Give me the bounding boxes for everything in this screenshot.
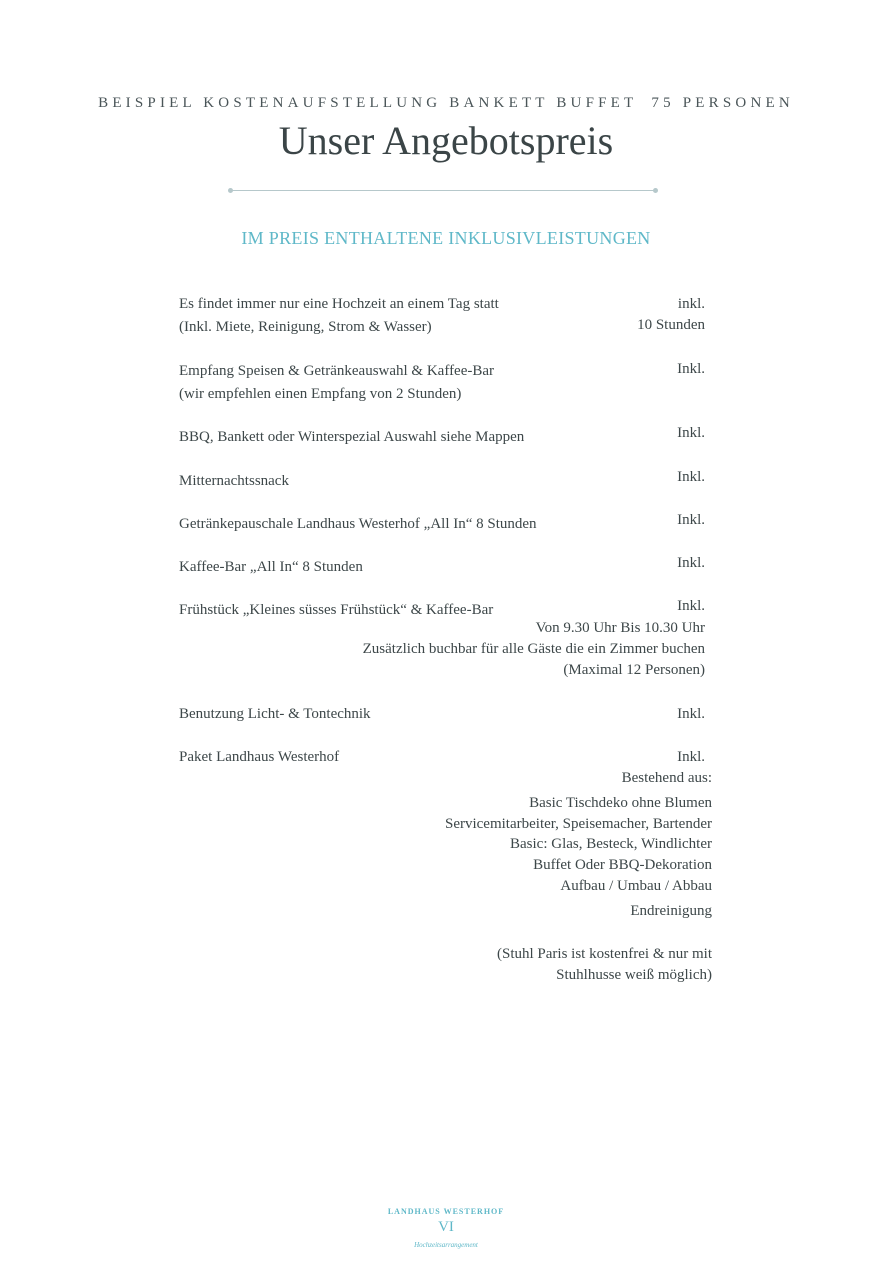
- item-price: Inkl.: [677, 425, 705, 441]
- footer-brand: LANDHAUS WESTERHOF: [387, 1207, 505, 1216]
- package-note: Basic: Glas, Besteck, Windlichter: [510, 836, 712, 852]
- kicker-right: 75 PERSONEN: [651, 95, 794, 111]
- package-note: Endreinigung: [630, 903, 712, 919]
- item-price: Inkl.: [677, 598, 705, 614]
- page-title: Unser Angebotspreis: [278, 118, 614, 163]
- item-title: Paket Landhaus Westerhof: [179, 749, 340, 765]
- title-divider: [230, 190, 656, 191]
- item-title: Empfang Speisen & Getränkeauswahl & Kaffee-Bar: [179, 363, 495, 379]
- divider-dot-right: [653, 188, 658, 193]
- item-price: Inkl.: [677, 749, 705, 765]
- item-price: Inkl.: [677, 361, 705, 377]
- section-heading: IM PREIS ENTHALTENE INKLUSIVLEISTUNGEN: [241, 228, 651, 248]
- item-price: Inkl.: [677, 555, 705, 571]
- item-title: Es findet immer nur eine Hochzeit an einem Tag statt: [179, 296, 499, 312]
- item-subtitle: (Inkl. Miete, Reinigung, Strom & Wasser): [179, 319, 432, 335]
- package-note: Basic Tischdeko ohne Blumen: [529, 795, 712, 811]
- item-title: Mitternachtssnack: [179, 473, 289, 489]
- item-price: inkl.: [677, 296, 705, 312]
- kicker-left: BEISPIEL KOSTENAUFSTELLUNG BANKETT BUFFET: [98, 95, 638, 111]
- item-note: Von 9.30 Uhr Bis 10.30 Uhr: [535, 620, 705, 636]
- item-note: Zusätzlich buchbar für alle Gäste die ein Zimmer buchen: [362, 641, 705, 657]
- package-note: Aufbau / Umbau / Abbau: [560, 878, 712, 894]
- footer-subtitle: Hochzeitsarrangement: [414, 1241, 478, 1249]
- page-number: VI: [438, 1219, 454, 1235]
- item-title: BBQ, Bankett oder Winterspezial Auswahl siehe Mappen: [179, 429, 525, 445]
- item-title: Kaffee-Bar „All In“ 8 Stunden: [179, 559, 363, 575]
- item-note: (Maximal 12 Personen): [563, 662, 705, 678]
- item-title: Getränkepauschale Landhaus Westerhof „All In“ 8 Stunden: [179, 516, 537, 532]
- package-note: Buffet Oder BBQ-Dekoration: [533, 857, 712, 873]
- item-title: Frühstück „Kleines süsses Frühstück“ & Kaffee-Bar: [179, 602, 494, 618]
- item-price: Inkl.: [677, 706, 705, 722]
- divider-dot-left: [228, 188, 233, 193]
- package-note: Servicemitarbeiter, Speisemacher, Bartender: [444, 816, 712, 832]
- item-duration: 10 Stunden: [637, 317, 705, 333]
- item-price: Inkl.: [677, 469, 705, 485]
- item-title: Benutzung Licht- & Tontechnik: [179, 706, 371, 722]
- package-note: Stuhlhusse weiß möglich): [556, 967, 712, 983]
- item-subtitle: (wir empfehlen einen Empfang von 2 Stunden): [179, 386, 462, 402]
- package-note: (Stuhl Paris ist kostenfrei & nur mit: [497, 946, 712, 962]
- package-note: Bestehend aus:: [621, 770, 712, 786]
- item-price: Inkl.: [677, 512, 705, 528]
- document-kicker: [0, 95, 892, 112]
